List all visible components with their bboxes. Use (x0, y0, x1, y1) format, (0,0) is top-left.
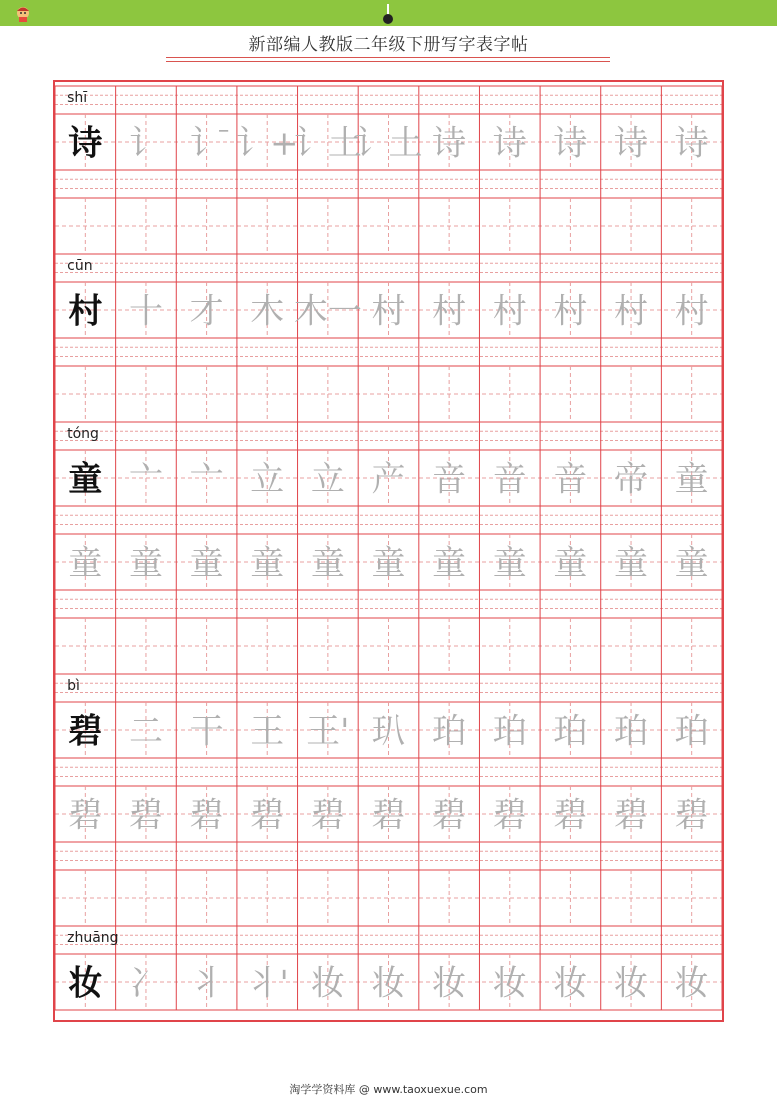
trace-character: 村 (492, 291, 527, 332)
trace-character: 妆 (614, 963, 649, 1004)
trace-character: 碧 (250, 795, 285, 836)
trace-character: 碧 (128, 795, 163, 836)
trace-character: 才 (189, 291, 224, 332)
pinyin-label: bì (67, 678, 80, 695)
trace-character: 村 (614, 291, 649, 332)
blank-practice-row (55, 870, 722, 926)
writing-grid (55, 82, 722, 1020)
trace-character: 碧 (310, 795, 345, 836)
blank-practice-row (55, 198, 722, 254)
trace-row (55, 534, 722, 590)
pushpin-icon (382, 4, 394, 28)
trace-character: 王' (306, 711, 350, 752)
blank-practice-row (55, 618, 722, 674)
trace-character: 童 (492, 543, 527, 584)
trace-character: 珀 (492, 711, 527, 752)
pinyin-label: zhuāng (67, 930, 119, 947)
trace-character: 二 (128, 711, 163, 752)
pinyin-band (55, 926, 722, 954)
trace-character: 碧 (614, 795, 649, 836)
trace-character: 妆 (553, 963, 588, 1004)
stroke-order-row (55, 114, 722, 170)
model-character: 童 (68, 459, 103, 500)
trace-character: 碧 (68, 795, 103, 836)
model-character: 诗 (68, 123, 103, 164)
trace-character: 诗 (432, 123, 467, 164)
trace-character: 妆 (674, 963, 709, 1004)
trace-character: 童 (68, 543, 103, 584)
trace-character: 村 (674, 291, 709, 332)
trace-character: 碧 (553, 795, 588, 836)
trace-character: 音 (492, 459, 527, 500)
trace-character: 珀 (553, 711, 588, 752)
trace-character: 诗 (674, 123, 709, 164)
trace-character: 童 (614, 543, 649, 584)
page-title: 新部编人教版二年级下册写字表字帖 (248, 35, 529, 55)
trace-character: 帝 (614, 459, 649, 500)
blank-practice-row (55, 366, 722, 422)
trace-character: 诗 (492, 123, 527, 164)
trace-character: 讠土 (354, 123, 423, 164)
pinyin-label: shī (67, 90, 88, 107)
trace-character: 童 (674, 459, 709, 500)
trace-character: 亠 (189, 459, 224, 500)
pinyin-band (55, 170, 722, 198)
pinyin-band (55, 338, 722, 366)
pinyin-band (55, 86, 722, 114)
trace-character: 木一 (293, 291, 362, 332)
trace-character: 童 (674, 543, 709, 584)
trace-character: 妆 (371, 963, 406, 1004)
trace-character: 妆 (492, 963, 527, 1004)
pinyin-band (55, 422, 722, 450)
trace-character: 碧 (371, 795, 406, 836)
trace-character: 珀 (614, 711, 649, 752)
trace-character: 村 (432, 291, 467, 332)
trace-character: 诗 (553, 123, 588, 164)
trace-character: 立 (250, 459, 285, 500)
trace-character: 讠土 (293, 123, 362, 164)
model-character: 妆 (68, 963, 103, 1004)
trace-character: 十 (128, 291, 163, 332)
trace-character: 讠̄ (189, 123, 224, 164)
trace-character: 妆 (310, 963, 345, 1004)
trace-character: 童 (310, 543, 345, 584)
model-character: 碧 (68, 711, 103, 752)
practice-sheet (53, 80, 724, 1022)
trace-character: 亠 (128, 459, 163, 500)
trace-character: 村 (553, 291, 588, 332)
trace-character: 讠+ (235, 123, 299, 164)
trace-row (55, 786, 722, 842)
trace-character: 童 (553, 543, 588, 584)
trace-character: 冫 (128, 963, 163, 1004)
trace-character: 妆 (432, 963, 467, 1004)
footer-credit: 淘学学资料库 @ www.taoxuexue.com (289, 1083, 488, 1096)
trace-character: 产 (371, 459, 406, 500)
pinyin-band (55, 506, 722, 534)
trace-character: 碧 (674, 795, 709, 836)
trace-character: 童 (189, 543, 224, 584)
mascot-logo-icon (6, 3, 40, 23)
trace-character: 音 (553, 459, 588, 500)
stroke-order-row (55, 954, 722, 1010)
trace-character: 木 (250, 291, 285, 332)
trace-character: 珀 (674, 711, 709, 752)
pinyin-label: cūn (67, 258, 93, 275)
pinyin-band (55, 842, 722, 870)
trace-character: 碧 (492, 795, 527, 836)
trace-character: 碧 (189, 795, 224, 836)
trace-character: 音 (432, 459, 467, 500)
pinyin-band (55, 758, 722, 786)
trace-character: 童 (128, 543, 163, 584)
trace-character: 玐 (371, 711, 406, 752)
trace-character: 丬 (189, 963, 224, 1004)
trace-character: 童 (432, 543, 467, 584)
stroke-order-row (55, 702, 722, 758)
trace-character: 珀 (432, 711, 467, 752)
pinyin-band (55, 674, 722, 702)
trace-character: 王 (250, 711, 285, 752)
pinyin-label: tóng (67, 426, 99, 443)
trace-character: 丬' (245, 963, 289, 1004)
title-underline (166, 57, 610, 58)
trace-character: 干 (189, 711, 224, 752)
pinyin-band (55, 254, 722, 282)
trace-character: 童 (250, 543, 285, 584)
model-character: 村 (68, 291, 103, 332)
trace-character: 村 (371, 291, 406, 332)
trace-character: 讠 (128, 123, 163, 164)
trace-character: 立 (310, 459, 345, 500)
stroke-order-row (55, 282, 722, 338)
pinyin-band (55, 590, 722, 618)
trace-character: 诗 (614, 123, 649, 164)
title-underline (166, 61, 610, 62)
stroke-order-row (55, 450, 722, 506)
trace-character: 童 (371, 543, 406, 584)
trace-character: 碧 (432, 795, 467, 836)
